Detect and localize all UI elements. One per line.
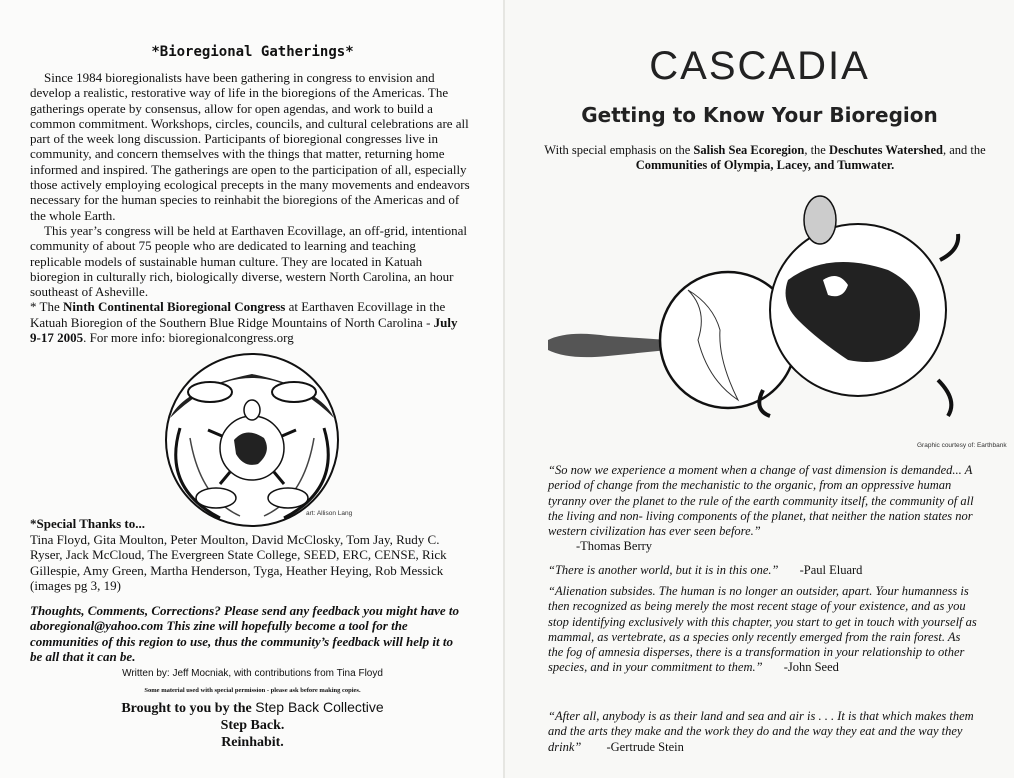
turtle-globe-illustration	[548, 190, 968, 430]
graphic-credit: Graphic courtesy of: Earthbank	[917, 442, 1007, 449]
gatherings-paragraph-2: This year’s congress will be held at Earthaven Ecovillage, an off-grid, intentional community of about 75 people who are dedicated to learning and teaching replicable models of sustainable human culture. They are located in Katuah bioregion in culturally rich, biologically diverse, western North Carolina, an hour southeast of Asheville.	[30, 222, 467, 300]
turtle-circle-illustration	[150, 348, 354, 528]
quote-john-seed	[548, 584, 978, 676]
quote-text: “So now we experience a moment when a change of vast dimension is demanded... A period of change from the mechanistic to the organic, from an oppressive human tyranny over the planet to the rule of the earth community itself, the community of all the living and non- living components of the planet, that neither the nation states nor western civilization has ever seen before.”	[548, 463, 974, 539]
quote-author: -Paul Eluard	[799, 563, 863, 577]
quote-text: “Alienation subsides. The human is no longer an outsider, apart. Your humanness is then recognized as being merely the most recent stage of your existence, and as you stop identifying exclusively with this chapter, you start to get in touch with yourself as mammal, as vertebrate, as a species only recently emerged from the rain forest. As the fog of amnesia disperses, there is a transformation in your relationship to other species, and in your commitment to them.”	[548, 584, 977, 675]
quote-author: -Gertrude Stein	[606, 739, 684, 754]
quote-text: “There is another world, but it is in this one.”	[548, 563, 779, 577]
collective-name: Step Back Collective	[255, 699, 384, 715]
special-thanks-heading: *Special Thanks to...	[30, 516, 145, 531]
cascadia-subtitle: Getting to Know Your Bioregion	[581, 103, 938, 127]
quote-text: “After all, anybody is as their land and sea and air is . . . It is that which makes them and the arts they make and the work they do and the way they eat and the way they drink”	[548, 709, 974, 754]
special-emphasis: With special emphasis on the Salish Sea Ecoregion, the Deschutes Watershed, and the Communities of Olympia, Lacey, and Tumwater.	[544, 143, 986, 172]
quote-thomas-berry	[548, 463, 978, 555]
written-by: Written by: Jeff Mocniak, with contributions from Tina Floyd	[122, 668, 383, 679]
quote-author: -John Seed	[783, 660, 839, 675]
brought-line: Brought to you by the Step Back Collective	[121, 699, 384, 716]
gatherings-body	[30, 70, 470, 345]
quote-author: -Thomas Berry	[576, 539, 653, 554]
cascadia-title: CASCADIA	[649, 44, 870, 88]
reinhabit-line: Reinhabit.	[221, 735, 284, 750]
feedback-note: Thoughts, Comments, Corrections? Please send any feedback you might have to aboregional@yahoo.com This zine will hopefully become a tool for the communities of this region to use, thus the community’s feedback will help it to be all that it can be.	[30, 603, 460, 664]
brought-to-you	[0, 699, 505, 751]
permission-note: Some material used with special permission - please ask before making copies.	[144, 687, 361, 694]
gatherings-heading: *Bioregional Gatherings*	[151, 44, 354, 60]
art-credit: art: Allison Lang	[306, 510, 353, 517]
gatherings-paragraph-3: * The Ninth Continental Bioregional Congress at Earthaven Ecovillage in the Katuah Bioregion of the Southern Blue Ridge Mountains of North Carolina - July 9-17 2005. For more info: bioregionalcongress.org	[30, 299, 458, 346]
gatherings-paragraph-1: Since 1984 bioregionalists have been gathering in congress to envision and develop a realistic, restorative way of life in the bioregions of the Americas. The gatherings operate by consensus, allow for open agendas, and work to build a common commitment. Workshops, circles, councils, and cultural celebrations are all part of the week long discussion. Participants of bioregional congresses live in community, and concern themselves with the things that matter, returning home informed and inspired. The gatherings are open to the participation of all, especially those actively employing ecological precepts in the many movements and endeavors necessary for the human species to reinhabit the bioregions of the Americas and of the whole Earth.	[30, 70, 470, 223]
quote-gertrude-stein	[548, 709, 978, 755]
special-thanks-list: Tina Floyd, Gita Moulton, Peter Moulton, David McClosky, Tom Jay, Rudy C. Ryser, Jack McCloud, The Evergreen State College, SEED, ERC, CENSE, Rick Gillespie, Amy Green, Martha Henderson, Tyga, Heather Heying, Rob Messick (images pg 3, 19)	[30, 532, 447, 593]
step-back-line: Step Back.	[220, 718, 285, 733]
quote-paul-eluard	[548, 563, 978, 578]
